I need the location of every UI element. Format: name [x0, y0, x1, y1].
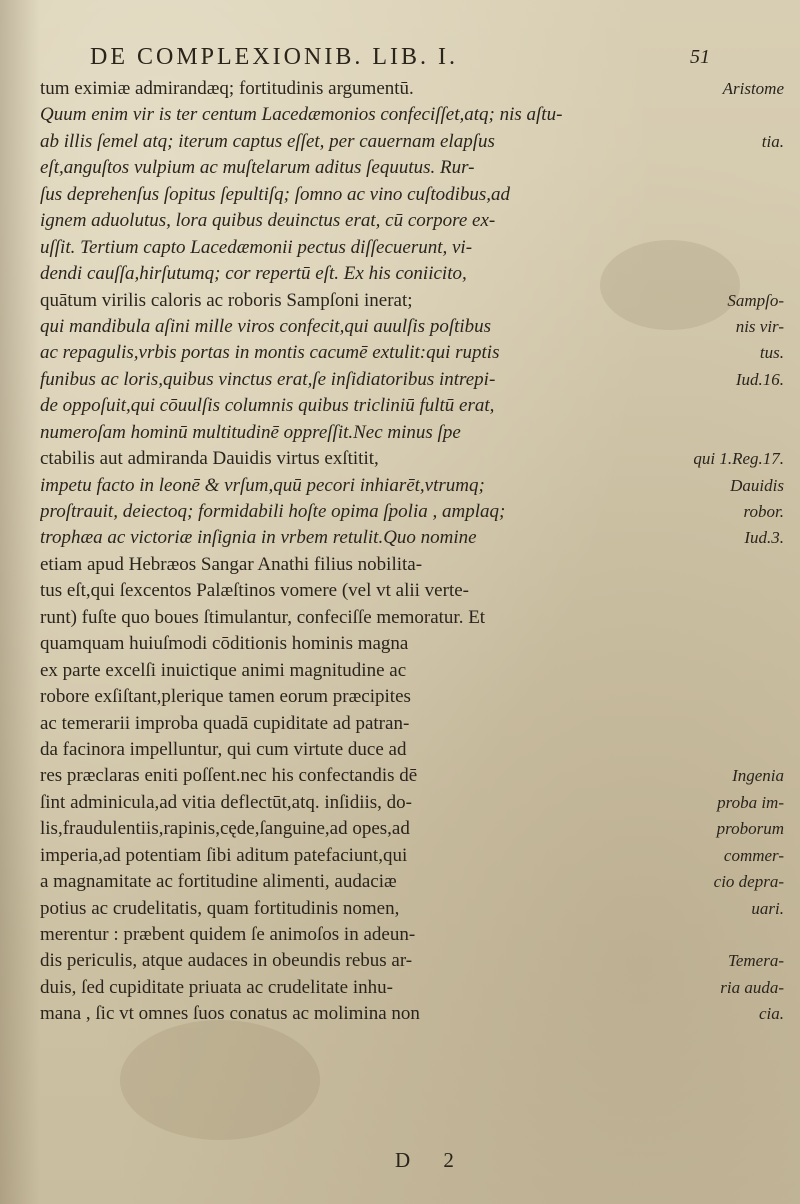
marginal-note: nis vir- [735, 316, 784, 336]
text-line [40, 182, 792, 208]
text-line [40, 631, 792, 657]
marginal-note: Sampſo- [727, 290, 784, 310]
text-line [40, 129, 792, 155]
text-line [40, 684, 792, 710]
line-text: numeroſam hominū multitudinē oppreſſit.Nec minus ſpe [40, 421, 461, 443]
line-text: trophæa ac victoriæ inſignia in vrbem retulit.Quo nomine [40, 527, 477, 549]
line-text: impetu facto in leonē & vrſum,quū pecori inhiarēt,vtrumq; [40, 474, 485, 496]
line-text: quātum virilis caloris ac roboris Sampſoni inerat; [40, 289, 413, 311]
line-text: lis,fraudulentiis,rapinis,cęde,ſanguine,ad opes,ad [40, 818, 410, 840]
signature-mark: D 2 [395, 1148, 468, 1172]
marginal-note: robor. [743, 502, 784, 521]
line-text: ac temerarii improba quadā cupiditate ad patran- [40, 712, 410, 734]
line-text: res præclaras eniti poſſent.nec his confectandis dē [40, 765, 418, 787]
text-line [40, 948, 792, 974]
text-line [40, 525, 792, 551]
line-text: dendi cauſſa,hirſutumq; cor repertū eſt. Ex his coniicito, [40, 263, 467, 285]
text-line [40, 552, 792, 578]
line-text: runt) fuſte quo boues ſtimulantur, confeciſſe memoratur. Et [40, 606, 486, 628]
text-line [40, 1001, 792, 1027]
line-text: da facinora impelluntur, qui cum virtute duce ad [40, 738, 407, 760]
text-line [40, 235, 792, 261]
line-text: potius ac crudelitatis, quam fortitudinis nomen, [40, 897, 400, 919]
text-line [40, 658, 792, 684]
marginal-note: commer- [723, 845, 784, 865]
line-text: eſt,anguſtos vulpium ac muſtelarum aditus ſequutus. Rur- [40, 157, 475, 179]
text-line [40, 288, 792, 314]
marginal-note: proborum [716, 819, 784, 839]
line-text: tus eſt,qui ſexcentos Palæſtinos vomere (vel vt alii verte- [40, 580, 469, 602]
text-line [40, 737, 792, 763]
text-line [40, 816, 792, 842]
text-line [40, 843, 792, 869]
text-line [40, 605, 792, 631]
marginal-note: Ingenia [732, 766, 784, 786]
text-line [40, 340, 792, 366]
text-line [40, 473, 792, 499]
paper-stain [120, 1020, 320, 1140]
line-text: ac repagulis,vrbis portas in montis cacumē extulit:qui ruptis [40, 342, 500, 364]
text-line [40, 922, 792, 948]
line-text: mana , ſic vt omnes ſuos conatus ac molimina non [40, 1003, 420, 1025]
line-text: de oppoſuit,qui cōuulſis columnis quibus tricliniū fultū erat, [40, 395, 495, 417]
text-line [40, 499, 792, 525]
text-line [40, 711, 792, 737]
text-line [40, 420, 792, 446]
text-line [40, 208, 792, 234]
line-text: dis periculis, atque audaces in obeundis rebus ar- [40, 950, 413, 972]
line-text: merentur : præbent quidem ſe animoſos in adeun- [40, 924, 416, 945]
marginal-note: cio depra- [713, 872, 784, 892]
text-line [40, 763, 792, 789]
line-text: etiam apud Hebræos Sangar Anathi filius nobilita- [40, 553, 423, 575]
running-head: DE COMPLEXIONIB. LIB. I. [90, 44, 458, 70]
marginal-note: cia. [758, 1004, 784, 1024]
marginal-note: uari. [751, 898, 784, 918]
line-text: a magnamitate ac fortitudine alimenti, audaciæ [40, 871, 397, 893]
marginal-note: tus. [759, 343, 784, 363]
line-text: ignem aduolutus, lora quibus deuinctus erat, cū corpore ex- [40, 210, 496, 232]
text-line [40, 367, 792, 393]
marginal-note: Aristome [722, 79, 784, 98]
text-line [40, 896, 792, 922]
marginal-note: qui 1.Reg.17. [693, 449, 784, 469]
line-text: Quum enim vir is ter centum Lacedæmonios confeciſſet,atq; nis aſtu- [40, 104, 563, 126]
line-text: funibus ac loris,quibus vinctus erat,ſe inſidiatoribus intrepi- [40, 368, 496, 390]
line-text: robore exſiſtant,plerique tamen eorum præcipites [40, 686, 411, 708]
text-block [40, 76, 792, 1028]
text-line [40, 102, 792, 128]
line-text: imperia,ad potentiam ſibi aditum patefaciunt,qui [40, 844, 408, 866]
page-number: 51 [690, 46, 710, 68]
text-line [40, 790, 792, 816]
marginal-note: ria auda- [720, 977, 784, 997]
text-line [40, 76, 792, 102]
line-text: duis, ſed cupiditate priuata ac crudelitate inhu- [40, 976, 393, 998]
text-line [40, 869, 792, 895]
text-line [40, 155, 792, 181]
text-line [40, 578, 792, 604]
text-line [40, 975, 792, 1001]
marginal-note: Iud.3. [744, 528, 784, 548]
line-text: proſtrauit, deiectoq; formidabili hoſte opima ſpolia , amplaq; [40, 501, 506, 522]
line-text: quamquam huiuſmodi cōditionis hominis magna [40, 633, 409, 655]
marginal-note: tia. [761, 131, 784, 151]
line-text: ctabilis aut admiranda Dauidis virtus exſtitit, [40, 448, 379, 470]
line-text: uſſit. Tertium capto Lacedæmonii pectus diſſecuerunt, vi- [40, 236, 473, 258]
line-text: qui mandibula aſini mille viros confecit,qui auulſis poſtibus [40, 315, 492, 337]
marginal-note: Iud.16. [735, 369, 784, 389]
marginal-note: Temera- [727, 951, 784, 971]
marginal-note: proba im- [717, 792, 784, 812]
text-line [40, 261, 792, 287]
line-text: ſint adminicula,ad vitia deflectūt,atq. inſidiis, do- [40, 791, 412, 813]
marginal-note: Dauidis [730, 475, 784, 495]
line-text: ſus deprehenſus ſopitus ſepultiſq; ſomno ac vino cuſtodibus,ad [40, 183, 511, 205]
line-text: tum eximiæ admirandæq; fortitudinis argumentū. [40, 78, 414, 99]
page-header [90, 44, 710, 74]
text-line [40, 393, 792, 419]
line-text: ab illis ſemel atq; iterum captus eſſet, per cauernam elapſus [40, 130, 495, 152]
text-line [40, 446, 792, 472]
text-line [40, 314, 792, 340]
line-text: ex parte excelſi inuictique animi magnitudine ac [40, 659, 407, 681]
